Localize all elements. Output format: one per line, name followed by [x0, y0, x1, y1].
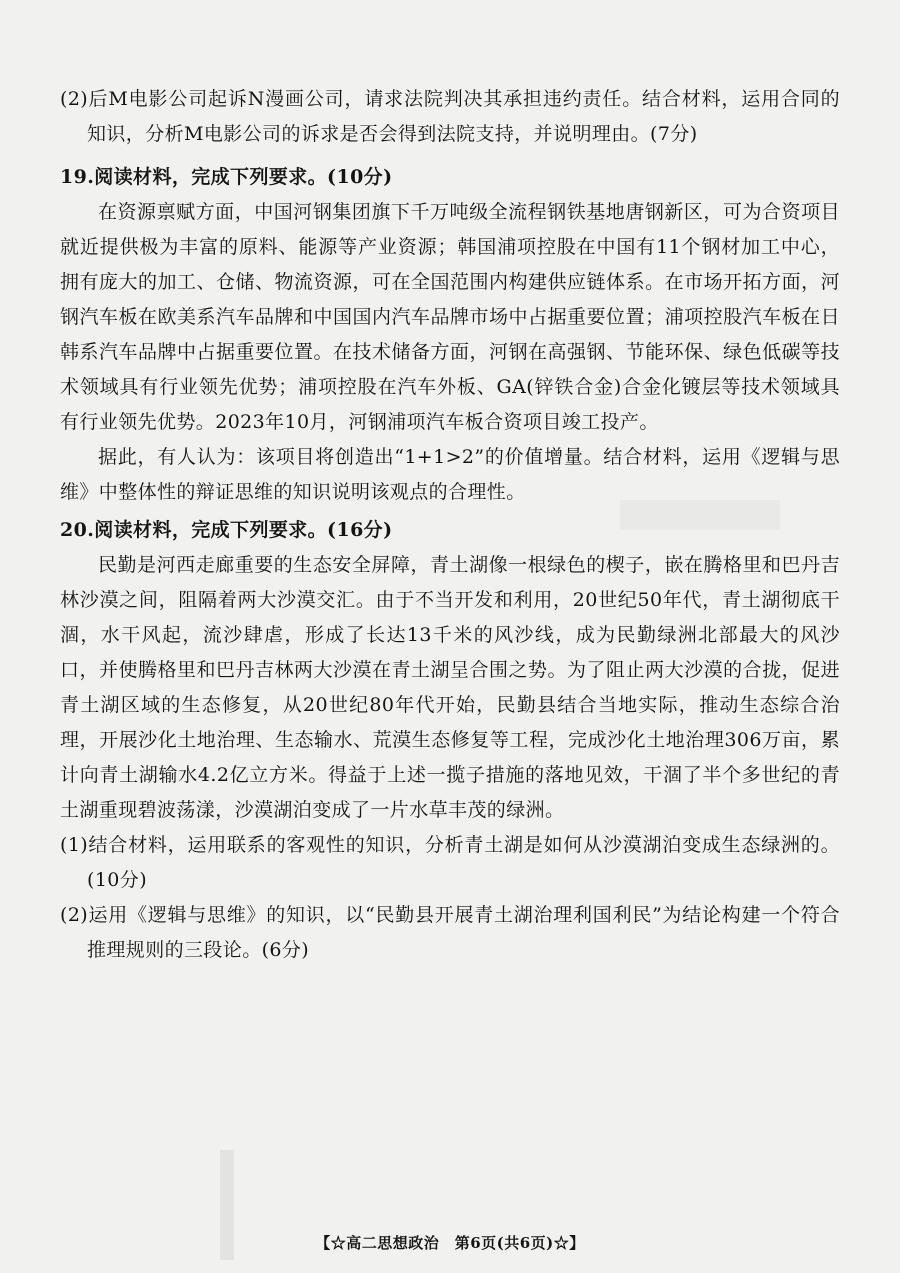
q20-material: 民勤是河西走廊重要的生态安全屏障，青土湖像一根绿色的楔子，嵌在腾格里和巴丹吉林沙漠之间，阻隔着两大沙漠交汇。由于不当开发和利用，20世纪50年代，青土湖彻底干涸，水干风起，流沙肆虐，形成了长达13千米的风沙线，成为民勤绿洲北部最大的风沙口，并使腾格里和巴丹吉林两大沙漠在青土湖呈合围之势。为了阻止两大沙漠的合拢，促进青土湖区域的生态修复，从20世纪80年代开始，民勤县结合当地实际，推动生态综合治理，开展沙化土地治理、生态输水、荒漠生态修复等工程，完成沙化土地治理306万亩，累计向青土湖输水4.2亿立方米。得益于上述一揽子措施的落地见效，干涸了半个多世纪的青土湖重现碧波荡漾，沙漠湖泊变成了一片水草丰茂的绿洲。: [60, 554, 840, 821]
q19-prompt: 据此，有人认为：该项目将创造出“1+1>2”的价值增量。结合材料，运用《逻辑与思维》中整体性的辩证思维的知识说明该观点的合理性。: [60, 446, 840, 503]
q20-sub1: (1)结合材料，运用联系的客观性的知识，分析青土湖是如何从沙漠湖泊变成生态绿洲的。(10分): [60, 834, 840, 891]
question-19: [60, 160, 840, 510]
q20-sub2: (2)运用《逻辑与思维》的知识，以“民勤县开展青土湖治理利国利民”为结论构建一个符合推理规则的三段论。(6分): [60, 904, 840, 961]
q20-header: 20.阅读材料，完成下列要求。(16分): [60, 519, 393, 541]
q18-sub2-text: (2)后M电影公司起诉N漫画公司，请求法院判决其承担违约责任。结合材料，运用合同的知识，分析M电影公司的诉求是否会得到法院支持，并说明理由。(7分): [60, 88, 840, 145]
q19-material: 在资源禀赋方面，中国河钢集团旗下千万吨级全流程钢铁基地唐钢新区，可为合资项目就近提供极为丰富的原料、能源等产业资源；韩国浦项控股在中国有11个钢材加工中心，拥有庞大的加工、仓储、物流资源，可在全国范围内构建供应链体系。在市场开拓方面，河钢汽车板在欧美系汽车品牌和中国国内汽车品牌市场中占据重要位置；浦项控股汽车板在日韩系汽车品牌中占据重要位置。在技术储备方面，河钢在高强钢、节能环保、绿色低碳等技术领域具有行业领先优势；浦项控股在汽车外板、GA(锌铁合金)合金化镀层等技术领域具有行业领先优势。2023年10月，河钢浦项汽车板合资项目竣工投产。: [60, 201, 840, 433]
question-18-part-2: [60, 82, 840, 152]
q19-header: 19.阅读材料，完成下列要求。(10分): [60, 166, 393, 188]
question-20: [60, 513, 840, 968]
page-footer: 【☆高二思想政治 第6页(共6页)☆】: [315, 1234, 585, 1252]
